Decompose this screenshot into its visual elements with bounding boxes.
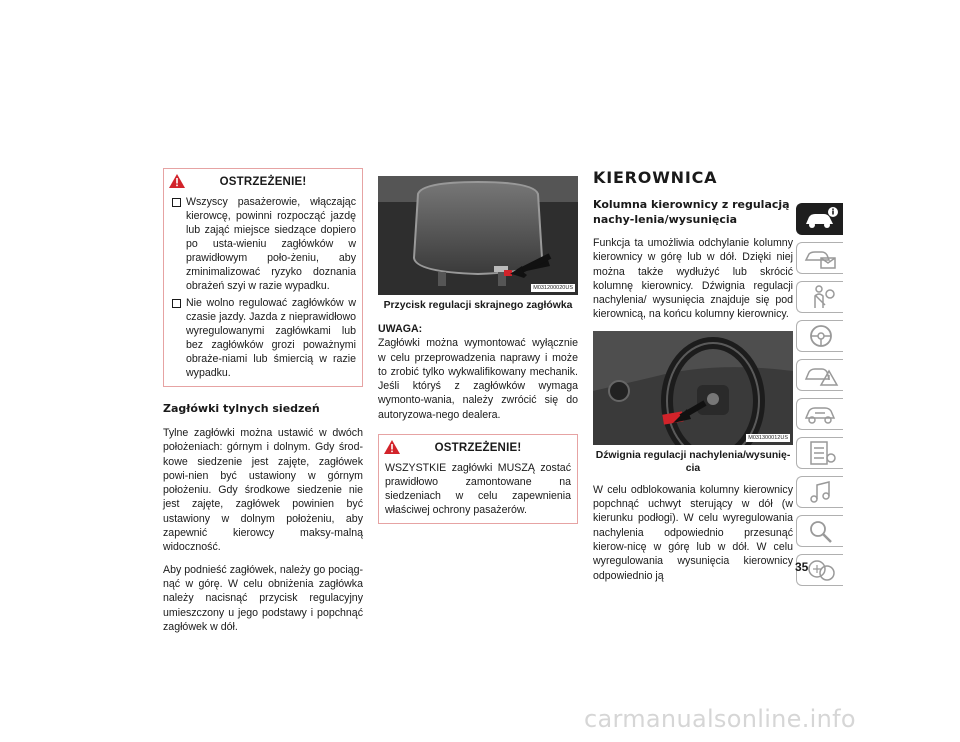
warning-triangle-icon [168,173,186,189]
warning-text: WSZYSTKIE zagłówki MUSZĄ zostać prawidłowo zamontowane na siedzeniach w celu zapewnienia właściwej ochrony pasażerów. [385,462,571,517]
tab-car-warning[interactable] [796,359,843,391]
headrest-photo [378,176,578,295]
steering-photo [593,331,793,445]
tab-car-service[interactable] [796,398,843,430]
figure-code: M031200020US [533,285,573,291]
warning-bullet [170,195,356,293]
warning-bullet [170,296,356,380]
body-paragraph: W celu odblokowania kolumny kierownicy popchnąć uchwyt sterujący w dół (w kierunku podłogi). W celu wyregulowania nachylenia odpowiednio przesunąć kierow-nicę w górę lub w dół. W celu wyregulowania wysunięcia kierownicy odpowiednio ją [593,483,793,582]
right-column [593,168,793,583]
chapter-title: KIEROWNICA [593,168,718,187]
bullet-square-icon [172,299,181,308]
tab-audio[interactable] [796,476,843,508]
tab-seatbelt[interactable] [796,281,843,313]
car-envelope-icon [803,245,839,271]
figure-code: M031300012US [748,434,788,441]
warning-box [163,168,363,387]
tab-car-envelope[interactable] [796,242,843,274]
warning-header [164,169,362,195]
body-paragraph: Aby podnieść zagłówek, należy go pociąg-nąć w górę. W celu obniżenia zagłówka należy nacisnąć przycisk regulacyjny umieszczony u jego podstawy i popchnąć zagłówek w dół. [163,563,363,633]
figure-caption: Dźwignia regulacji nachylenia/wysunię-cia [595,449,791,474]
warning-body [379,461,577,523]
watermark: carmanualsonline.info [584,705,856,733]
warning-title: OSTRZEŻENIE! [219,176,307,188]
multilingual-icon [803,557,839,583]
steering-illustration [593,331,793,445]
left-column [163,168,363,634]
magnifier-icon [803,518,839,544]
warning-body [164,195,362,386]
warning-triangle-icon [383,439,401,455]
tab-search[interactable] [796,515,843,547]
car-info-icon [803,206,839,232]
body-paragraph: Funkcja ta umożliwia odchylanie kolumny kierownicy w górę lub w dół. Dzięki niej można także wydłużyć lub skrócić kolumnę kierownicy. Dźwignia regulacji nachylenia/ wysunięcia znajduje się pod kierownicą, na końcu kolumny kierownicy. [593,237,793,321]
warning-box [378,434,578,524]
warning-bullet-text: Wszyscy pasażerowie, włączając kierowcę, powinni rozpocząć jazdę lub zająć miejsce siedzące dopiero po usta-wieniu zagłówków w prawidłowym poło-żeniu, aby zminimalizować ryzyko doznania obrażeń szyi w razie wypadku. [186,196,356,292]
audio-notes-icon [803,479,839,505]
page-number: 35 [795,560,809,574]
body-paragraph: Tylne zagłówki można ustawić w dwóch położeniach: górnym i dolnym. Gdy środ-kowe siedzenie jest zajęte, zagłówek powi-nien być ustawiony w górnym położeniu. Gdy środkowe siedzenie nie jest zajęte, zagłówek powinien być ustawiony w dolnym położeniu, aby zapewnić kierowcy maksy-malną widoczność. [163,427,363,554]
bullet-square-icon [172,198,181,207]
tab-steering[interactable] [796,320,843,352]
headrest-illustration [378,176,578,295]
note-text: Zagłówki można wymontować wyłącznie w celu przeprowadzenia naprawy i może to zrobić tylko wykwalifikowany mechanik. Jeśli któryś z zagłówków wymaga wymonto-wania, należy zwrócić się do autoryzowa-nego dealera. [378,337,578,421]
tab-car-info[interactable] [796,203,843,235]
seatbelt-person-icon [803,284,839,310]
steering-wheel-icon [803,323,839,349]
car-warning-icon [803,362,839,388]
warning-title: OSTRZEŻENIE! [434,442,522,455]
checklist-icon [803,440,839,466]
tab-checklist[interactable] [796,437,843,469]
section-heading: Zagłówki tylnych siedzeń [163,402,320,415]
car-service-icon [803,401,839,427]
note-label: UWAGA: [378,323,423,335]
middle-column [378,168,578,524]
section-heading: Kolumna kierownicy z regulacją nachy-lenia/wysunięcia [593,198,790,226]
warning-header [379,435,577,461]
chapter-tabs [796,203,842,593]
figure-caption: Przycisk regulacji skrajnego zagłówka [383,300,573,311]
warning-bullet-text: Nie wolno regulować zagłówków w czasie jazdy. Jazda z nieprawidłowo wyregulowanymi zagłówkami lub bez zagłówków grozi poważnymi obraże-niami lub śmiercią w razie wypadku. [186,297,356,379]
